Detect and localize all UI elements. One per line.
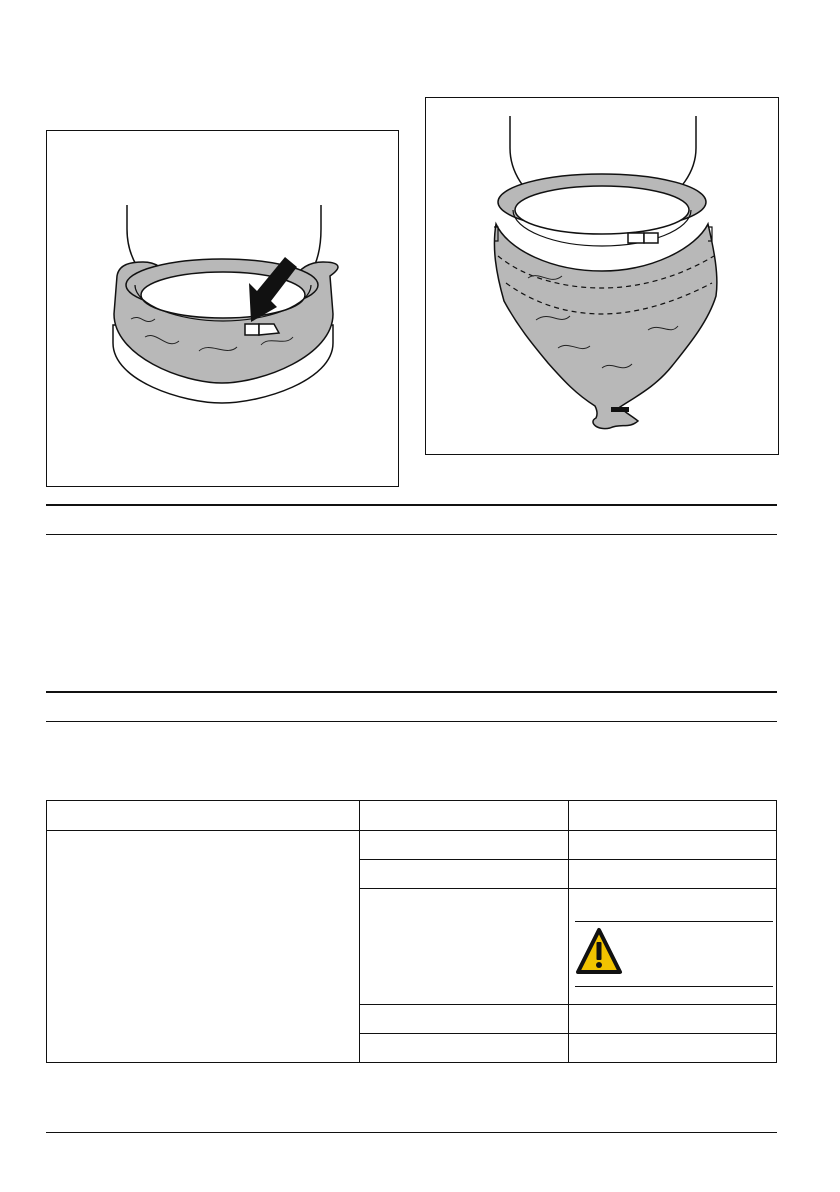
figure-filter-bag-tied <box>425 97 779 455</box>
section-rule-bottom-2 <box>46 721 777 722</box>
table-row-divider-4 <box>359 1033 776 1034</box>
table-row-divider-1 <box>359 859 776 860</box>
filter-bag-illustration <box>426 98 778 454</box>
table-row-divider-2 <box>359 888 776 889</box>
tab-icon <box>245 324 279 335</box>
table-row-divider-3 <box>359 1004 776 1005</box>
warning-bottom-rule <box>575 986 773 987</box>
table-divider-col-1 <box>359 801 360 1062</box>
tab-icon <box>628 233 658 243</box>
warning-top-rule <box>575 921 773 922</box>
section-rule-top-1 <box>46 504 777 506</box>
page-bottom-rule <box>46 1132 777 1133</box>
warning-box <box>575 921 773 987</box>
section-rule-top-2 <box>46 691 777 693</box>
figure-filter-ring-with-arrow <box>46 130 399 487</box>
section-rule-bottom-1 <box>46 534 777 535</box>
table-divider-col-2 <box>568 801 569 1062</box>
filter-ring-illustration <box>47 131 398 486</box>
table-header-divider <box>47 830 776 831</box>
data-table <box>46 800 777 1063</box>
warning-triangle-icon <box>575 927 623 977</box>
